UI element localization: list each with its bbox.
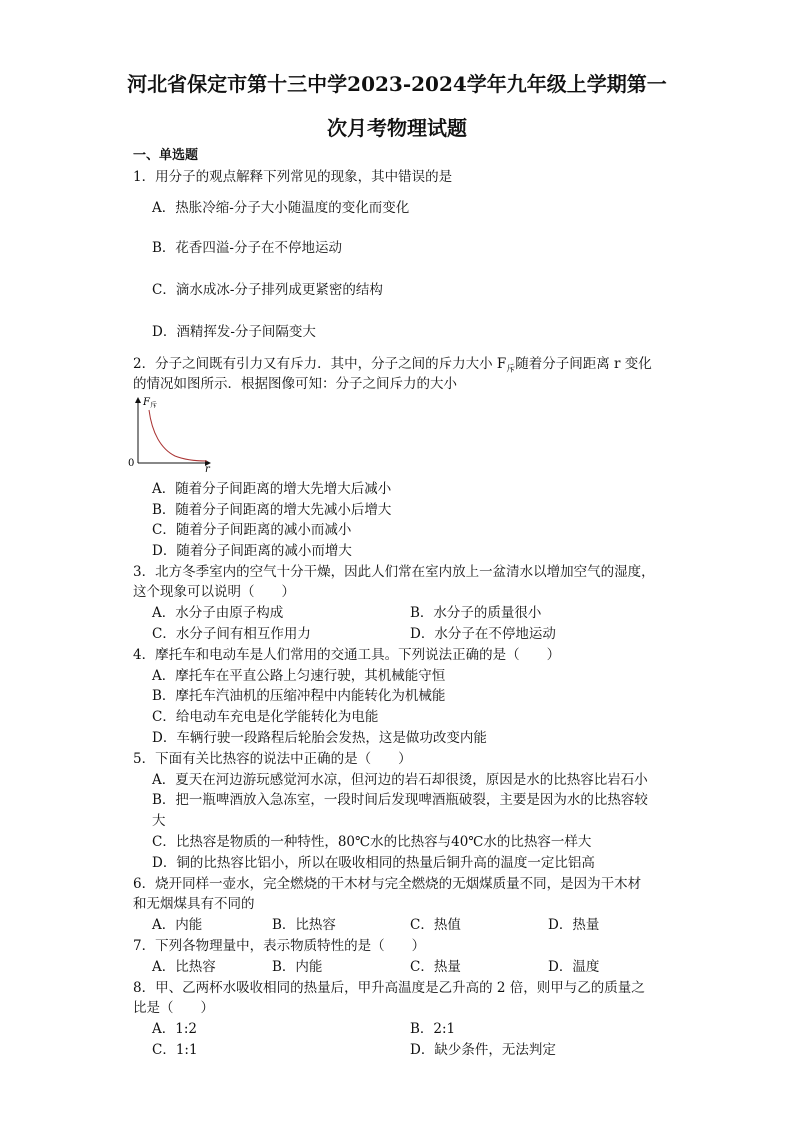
q4-option-d: D．车辆行驶一段路程后轮胎会发热，这是做功改变内能 [152, 730, 487, 746]
q5-option-a: A．夏天在河边游玩感觉河水凉，但河边的岩石却很烫，原因是水的比热容比岩石小 [152, 772, 648, 788]
q7-option-d: D．温度 [548, 959, 600, 975]
q4-option-b: B．摩托车汽油机的压缩冲程中内能转化为机械能 [152, 688, 446, 704]
q1-option-d: D．酒精挥发-分子间隔变大 [152, 324, 316, 340]
q8-option-b: B．2:1 [410, 1021, 456, 1037]
q6-option-b: B．比热容 [272, 917, 336, 933]
q8-option-c: C．1:1 [152, 1042, 198, 1058]
q2-option-d: D．随着分子间距离的减小而增大 [152, 543, 352, 559]
q3-stem-line-2: 这个现象可以说明（ ） [133, 584, 295, 600]
q2-stem-text: 2．分子之间既有引力又有斥力．其中，分子之间的斥力大小 F [133, 356, 507, 372]
q8-stem-line-1: 8．甲、乙两杯水吸收相同的热量后，甲升高温度是乙升高的 2 倍，则甲与乙的质量之 [133, 980, 645, 996]
q3-option-c: C．水分子间有相互作用力 [152, 626, 311, 642]
q4-option-a: A．摩托车在平直公路上匀速行驶，其机械能守恒 [152, 668, 446, 684]
q5-stem: 5．下面有关比热容的说法中正确的是（ ） [133, 751, 412, 767]
q8-option-a: A．1:2 [152, 1021, 197, 1037]
q1-stem: 1．用分子的观点解释下列常见的现象，其中错误的是 [133, 169, 453, 185]
q5-option-d: D．铜的比热容比铝小，所以在吸收相同的热量后铜升高的温度一定比铝高 [152, 855, 595, 871]
q3-option-a: A．水分子由原子构成 [152, 605, 284, 621]
repulsion-force-graph [125, 393, 220, 473]
q6-option-a: A．内能 [152, 917, 203, 933]
page-title-line-2: 次月考物理试题 [327, 116, 467, 140]
y-axis-label: $F_斥$ [143, 397, 157, 409]
q8-stem-line-2: 比是（ ） [133, 1000, 214, 1016]
q2-stem-line-2: 的情况如图所示．根据图像可知：分子之间斥力的大小 [133, 376, 457, 392]
force-curve [149, 410, 207, 461]
q5-option-b-line-2: 大 [152, 813, 166, 829]
q2-option-a: A．随着分子间距离的增大先增大后减小 [152, 481, 392, 497]
x-axis-label: r [205, 464, 210, 473]
q3-option-d: D．水分子在不停地运动 [410, 626, 556, 642]
page-title-line-1: 河北省保定市第十三中学2023-2024学年九年级上学期第一 [127, 72, 667, 96]
q5-option-c: C．比热容是物质的一种特性，80℃水的比热容与40℃水的比热容一样大 [152, 834, 592, 850]
q4-stem: 4．摩托车和电动车是人们常用的交通工具。下列说法正确的是（ ） [133, 647, 561, 663]
q1-option-a: A．热胀冷缩-分子大小随温度的变化而变化 [152, 200, 410, 216]
q7-option-b: B．内能 [272, 959, 323, 975]
q2-stem-tail: 随着分子间距离 r 变化 [515, 356, 652, 372]
q7-stem: 7．下列各物理量中，表示物质特性的是（ ） [133, 938, 426, 954]
q8-option-d: D．缺少条件，无法判定 [410, 1042, 556, 1058]
q6-option-d: D．热量 [548, 917, 600, 933]
q6-stem-line-1: 6．烧开同样一壶水，完全燃烧的干木材与完全燃烧的无烟煤质量不同，是因为干木材 [133, 876, 642, 892]
section-heading: 一、单选题 [133, 148, 199, 163]
q6-option-c: C．热值 [410, 917, 461, 933]
q7-option-a: A．比热容 [152, 959, 216, 975]
q3-stem-line-1: 3．北方冬季室内的空气十分干燥，因此人们常在室内放上一盆清水以增加空气的湿度， [133, 564, 655, 580]
q1-option-c: C．滴水成冰-分子排列成更紧密的结构 [152, 282, 383, 298]
q1-option-b: B．花香四溢-分子在不停地运动 [152, 240, 342, 256]
q3-option-b: B．水分子的质量很小 [410, 605, 542, 621]
q2-option-b: B．随着分子间距离的增大先减小后增大 [152, 502, 392, 518]
q6-stem-line-2: 和无烟煤具有不同的 [133, 896, 255, 912]
q7-option-c: C．热量 [410, 959, 461, 975]
q2-stem-subscript: 斥 [506, 364, 516, 375]
q2-option-c: C．随着分子间距离的减小而减小 [152, 522, 352, 538]
q5-option-b-line-1: B．把一瓶啤酒放入急冻室，一段时间后发现啤酒瓶破裂，主要是因为水的比热容较 [152, 792, 648, 808]
q4-option-c: C．给电动车充电是化学能转化为电能 [152, 709, 379, 725]
origin-label: 0 [128, 458, 135, 469]
